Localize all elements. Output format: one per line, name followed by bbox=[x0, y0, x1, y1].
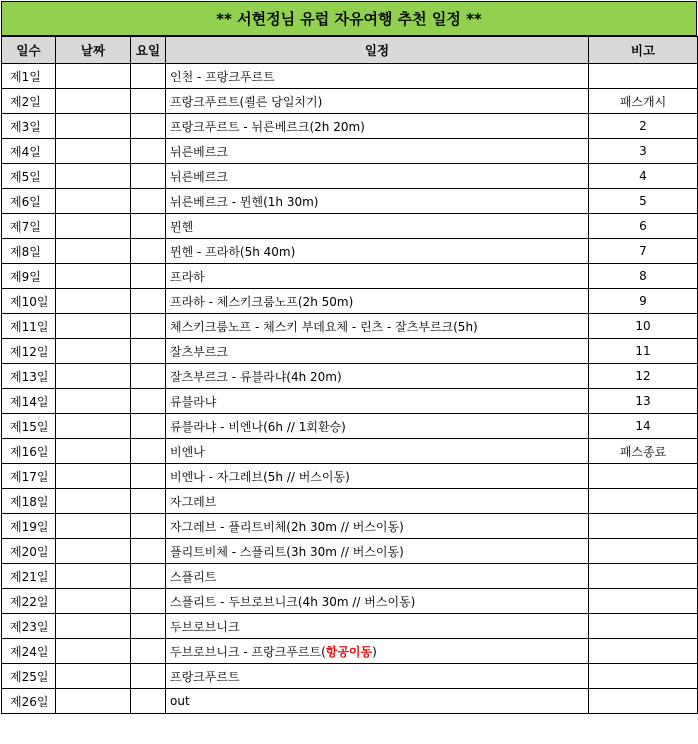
table-row bbox=[2, 364, 698, 389]
day-cell[interactable]: 제5일 bbox=[2, 164, 56, 189]
day-cell[interactable]: 제18일 bbox=[2, 489, 56, 514]
note-cell[interactable]: 7 bbox=[589, 239, 698, 264]
note-cell[interactable] bbox=[589, 639, 698, 664]
note-cell[interactable] bbox=[589, 689, 698, 714]
schedule-text: 자그레브 bbox=[170, 494, 217, 509]
weekday-cell[interactable] bbox=[131, 289, 166, 314]
schedule-cell[interactable] bbox=[166, 464, 589, 489]
day-cell[interactable]: 제23일 bbox=[2, 614, 56, 639]
schedule-cell[interactable] bbox=[166, 689, 589, 714]
day-cell[interactable]: 제4일 bbox=[2, 139, 56, 164]
note-cell[interactable]: 10 bbox=[589, 314, 698, 339]
table-row bbox=[2, 489, 698, 514]
date-cell[interactable] bbox=[56, 589, 131, 614]
table-row bbox=[2, 314, 698, 339]
weekday-cell[interactable] bbox=[131, 389, 166, 414]
weekday-cell[interactable] bbox=[131, 689, 166, 714]
day-cell[interactable]: 제19일 bbox=[2, 514, 56, 539]
schedule-text: 뉘른베르크 - 뮌헨(1h 30m) bbox=[170, 194, 319, 209]
schedule-cell[interactable] bbox=[166, 664, 589, 689]
schedule-cell[interactable] bbox=[166, 339, 589, 364]
date-cell[interactable] bbox=[56, 564, 131, 589]
table-row bbox=[2, 439, 698, 464]
note-cell[interactable]: 패스개시 bbox=[589, 89, 698, 114]
day-cell[interactable]: 제22일 bbox=[2, 589, 56, 614]
weekday-cell[interactable] bbox=[131, 339, 166, 364]
schedule-text: 인천 - 프랑크푸르트 bbox=[170, 69, 275, 84]
schedule-text: out bbox=[170, 694, 190, 708]
table-row bbox=[2, 289, 698, 314]
schedule-cell[interactable] bbox=[166, 414, 589, 439]
note-cell[interactable] bbox=[589, 539, 698, 564]
schedule-cell[interactable] bbox=[166, 214, 589, 239]
date-cell[interactable] bbox=[56, 489, 131, 514]
note-cell[interactable]: 4 bbox=[589, 164, 698, 189]
header-schedule[interactable]: 일정 bbox=[166, 37, 589, 64]
note-cell[interactable] bbox=[589, 664, 698, 689]
day-cell[interactable]: 제26일 bbox=[2, 689, 56, 714]
day-cell[interactable]: 제24일 bbox=[2, 639, 56, 664]
table-row bbox=[2, 139, 698, 164]
table-row bbox=[2, 189, 698, 214]
schedule-text: 프라하 - 체스키크룸노프(2h 50m) bbox=[170, 294, 354, 309]
weekday-cell[interactable] bbox=[131, 664, 166, 689]
date-cell[interactable] bbox=[56, 389, 131, 414]
date-cell[interactable] bbox=[56, 164, 131, 189]
day-cell[interactable]: 제25일 bbox=[2, 664, 56, 689]
schedule-text: 뮌헨 bbox=[170, 219, 194, 234]
schedule-cell[interactable] bbox=[166, 264, 589, 289]
schedule-text: 스플리트 bbox=[170, 569, 217, 584]
note-cell[interactable] bbox=[589, 589, 698, 614]
note-cell[interactable] bbox=[589, 64, 698, 89]
day-cell[interactable]: 제15일 bbox=[2, 414, 56, 439]
note-cell[interactable]: 패스종료 bbox=[589, 439, 698, 464]
date-cell[interactable] bbox=[56, 64, 131, 89]
weekday-cell[interactable] bbox=[131, 214, 166, 239]
day-cell[interactable]: 제16일 bbox=[2, 439, 56, 464]
schedule-cell[interactable] bbox=[166, 539, 589, 564]
header-day[interactable]: 일수 bbox=[2, 37, 56, 64]
note-cell[interactable]: 5 bbox=[589, 189, 698, 214]
schedule-cell[interactable] bbox=[166, 614, 589, 639]
note-cell[interactable]: 14 bbox=[589, 414, 698, 439]
schedule-text: 류블라냐 - 비엔나(6h // 1회환승) bbox=[170, 419, 346, 434]
weekday-cell[interactable] bbox=[131, 514, 166, 539]
note-cell[interactable]: 8 bbox=[589, 264, 698, 289]
weekday-cell[interactable] bbox=[131, 239, 166, 264]
day-cell[interactable]: 제7일 bbox=[2, 214, 56, 239]
table-row bbox=[2, 239, 698, 264]
note-cell[interactable]: 6 bbox=[589, 214, 698, 239]
schedule-highlight: 항공이동 bbox=[325, 644, 373, 659]
date-cell[interactable] bbox=[56, 264, 131, 289]
schedule-text: 프랑크푸르트 - 뉘른베르크(2h 20m) bbox=[170, 119, 365, 134]
table-row bbox=[2, 64, 698, 89]
weekday-cell[interactable] bbox=[131, 489, 166, 514]
weekday-cell[interactable] bbox=[131, 139, 166, 164]
header-weekday[interactable]: 요일 bbox=[131, 37, 166, 64]
weekday-cell[interactable] bbox=[131, 439, 166, 464]
table-row bbox=[2, 689, 698, 714]
date-cell[interactable] bbox=[56, 439, 131, 464]
schedule-text: 비엔나 bbox=[170, 444, 205, 459]
schedule-text: 비엔나 - 자그레브(5h // 버스이동) bbox=[170, 469, 350, 484]
day-cell[interactable]: 제17일 bbox=[2, 464, 56, 489]
note-cell[interactable]: 11 bbox=[589, 339, 698, 364]
date-cell[interactable] bbox=[56, 464, 131, 489]
weekday-cell[interactable] bbox=[131, 64, 166, 89]
note-cell[interactable]: 13 bbox=[589, 389, 698, 414]
date-cell[interactable] bbox=[56, 239, 131, 264]
table-row bbox=[2, 339, 698, 364]
note-cell[interactable] bbox=[589, 489, 698, 514]
schedule-text: 프라하 bbox=[170, 269, 205, 284]
schedule-text: 자그레브 - 플리트비체(2h 30m // 버스이동) bbox=[170, 519, 404, 534]
weekday-cell[interactable] bbox=[131, 164, 166, 189]
weekday-cell[interactable] bbox=[131, 639, 166, 664]
weekday-cell[interactable] bbox=[131, 364, 166, 389]
table-row bbox=[2, 214, 698, 239]
itinerary-table bbox=[1, 36, 698, 714]
schedule-text: 플리트비체 - 스플리트(3h 30m // 버스이동) bbox=[170, 544, 404, 559]
date-cell[interactable] bbox=[56, 289, 131, 314]
schedule-text: 류블라냐 bbox=[170, 394, 217, 409]
weekday-cell[interactable] bbox=[131, 614, 166, 639]
weekday-cell[interactable] bbox=[131, 464, 166, 489]
table-row bbox=[2, 539, 698, 564]
schedule-cell[interactable] bbox=[166, 489, 589, 514]
schedule-text-end: ) bbox=[372, 644, 377, 659]
day-cell[interactable]: 제10일 bbox=[2, 289, 56, 314]
date-cell[interactable] bbox=[56, 339, 131, 364]
weekday-cell[interactable] bbox=[131, 189, 166, 214]
weekday-cell[interactable] bbox=[131, 114, 166, 139]
day-cell[interactable]: 제3일 bbox=[2, 114, 56, 139]
header-note[interactable]: 비고 bbox=[589, 37, 698, 64]
schedule-text: 체스키크룸노프 - 체스키 부데요체 - 린츠 - 잘츠부르크(5h) bbox=[170, 319, 478, 334]
day-cell[interactable]: 제11일 bbox=[2, 314, 56, 339]
schedule-text: 두브로브니크 - 프랑크푸르트( bbox=[170, 644, 326, 659]
note-cell[interactable]: 12 bbox=[589, 364, 698, 389]
schedule-text: 잘츠부르크 bbox=[170, 344, 228, 359]
day-cell[interactable]: 제9일 bbox=[2, 264, 56, 289]
schedule-cell[interactable] bbox=[166, 239, 589, 264]
schedule-cell[interactable] bbox=[166, 514, 589, 539]
weekday-cell[interactable] bbox=[131, 589, 166, 614]
day-cell[interactable]: 제13일 bbox=[2, 364, 56, 389]
schedule-text: 뉘른베르크 bbox=[170, 144, 228, 159]
schedule-cell[interactable] bbox=[166, 189, 589, 214]
day-cell[interactable]: 제20일 bbox=[2, 539, 56, 564]
schedule-cell[interactable] bbox=[166, 314, 589, 339]
table-row bbox=[2, 414, 698, 439]
table-row bbox=[2, 114, 698, 139]
day-cell[interactable]: 제1일 bbox=[2, 64, 56, 89]
schedule-text: 뉘른베르크 bbox=[170, 169, 228, 184]
table-row bbox=[2, 564, 698, 589]
table-row bbox=[2, 639, 698, 664]
table-row bbox=[2, 164, 698, 189]
schedule-cell[interactable] bbox=[166, 164, 589, 189]
date-cell[interactable] bbox=[56, 689, 131, 714]
schedule-text: 프랑크푸르트 bbox=[170, 669, 240, 684]
date-cell[interactable] bbox=[56, 89, 131, 114]
weekday-cell[interactable] bbox=[131, 89, 166, 114]
weekday-cell[interactable] bbox=[131, 314, 166, 339]
date-cell[interactable] bbox=[56, 214, 131, 239]
day-cell[interactable]: 제2일 bbox=[2, 89, 56, 114]
schedule-cell[interactable] bbox=[166, 139, 589, 164]
schedule-cell[interactable] bbox=[166, 114, 589, 139]
schedule-text: 프랑크푸르트(쾰른 당일치기) bbox=[170, 94, 323, 109]
weekday-cell[interactable] bbox=[131, 264, 166, 289]
table-body bbox=[2, 64, 698, 714]
note-cell[interactable] bbox=[589, 514, 698, 539]
table-row bbox=[2, 664, 698, 689]
note-cell[interactable]: 2 bbox=[589, 114, 698, 139]
table-row bbox=[2, 264, 698, 289]
table-row bbox=[2, 389, 698, 414]
schedule-text: 뮌헨 - 프라하(5h 40m) bbox=[170, 244, 296, 259]
table-row bbox=[2, 464, 698, 489]
schedule-cell[interactable] bbox=[166, 639, 589, 664]
date-cell[interactable] bbox=[56, 114, 131, 139]
date-cell[interactable] bbox=[56, 639, 131, 664]
date-cell[interactable] bbox=[56, 139, 131, 164]
schedule-cell[interactable] bbox=[166, 564, 589, 589]
date-cell[interactable] bbox=[56, 189, 131, 214]
table-row bbox=[2, 89, 698, 114]
schedule-cell[interactable] bbox=[166, 589, 589, 614]
schedule-cell[interactable] bbox=[166, 64, 589, 89]
day-cell[interactable]: 제6일 bbox=[2, 189, 56, 214]
table-row bbox=[2, 614, 698, 639]
day-cell[interactable]: 제8일 bbox=[2, 239, 56, 264]
weekday-cell[interactable] bbox=[131, 414, 166, 439]
day-cell[interactable]: 제21일 bbox=[2, 564, 56, 589]
note-cell[interactable] bbox=[589, 464, 698, 489]
date-cell[interactable] bbox=[56, 614, 131, 639]
weekday-cell[interactable] bbox=[131, 539, 166, 564]
table-row bbox=[2, 589, 698, 614]
date-cell[interactable] bbox=[56, 664, 131, 689]
weekday-cell[interactable] bbox=[131, 564, 166, 589]
note-cell[interactable]: 3 bbox=[589, 139, 698, 164]
schedule-cell[interactable] bbox=[166, 389, 589, 414]
date-cell[interactable] bbox=[56, 364, 131, 389]
schedule-text: 잘츠부르크 - 류블라냐(4h 20m) bbox=[170, 369, 342, 384]
note-cell[interactable]: 9 bbox=[589, 289, 698, 314]
date-cell[interactable] bbox=[56, 514, 131, 539]
header-row bbox=[2, 37, 698, 64]
note-cell[interactable] bbox=[589, 564, 698, 589]
note-cell[interactable] bbox=[589, 614, 698, 639]
schedule-text: 두브로브니크 bbox=[170, 619, 240, 634]
date-cell[interactable] bbox=[56, 539, 131, 564]
page-title: ** 서현정님 유럽 자유여행 추천 일정 ** bbox=[1, 1, 697, 36]
date-cell[interactable] bbox=[56, 414, 131, 439]
schedule-cell[interactable] bbox=[166, 439, 589, 464]
schedule-text: 스플리트 - 두브로브니크(4h 30m // 버스이동) bbox=[170, 594, 416, 609]
day-cell[interactable]: 제12일 bbox=[2, 339, 56, 364]
table-row bbox=[2, 514, 698, 539]
date-cell[interactable] bbox=[56, 314, 131, 339]
schedule-cell[interactable] bbox=[166, 364, 589, 389]
header-date[interactable]: 날짜 bbox=[56, 37, 131, 64]
schedule-cell[interactable] bbox=[166, 289, 589, 314]
schedule-cell[interactable] bbox=[166, 89, 589, 114]
day-cell[interactable]: 제14일 bbox=[2, 389, 56, 414]
